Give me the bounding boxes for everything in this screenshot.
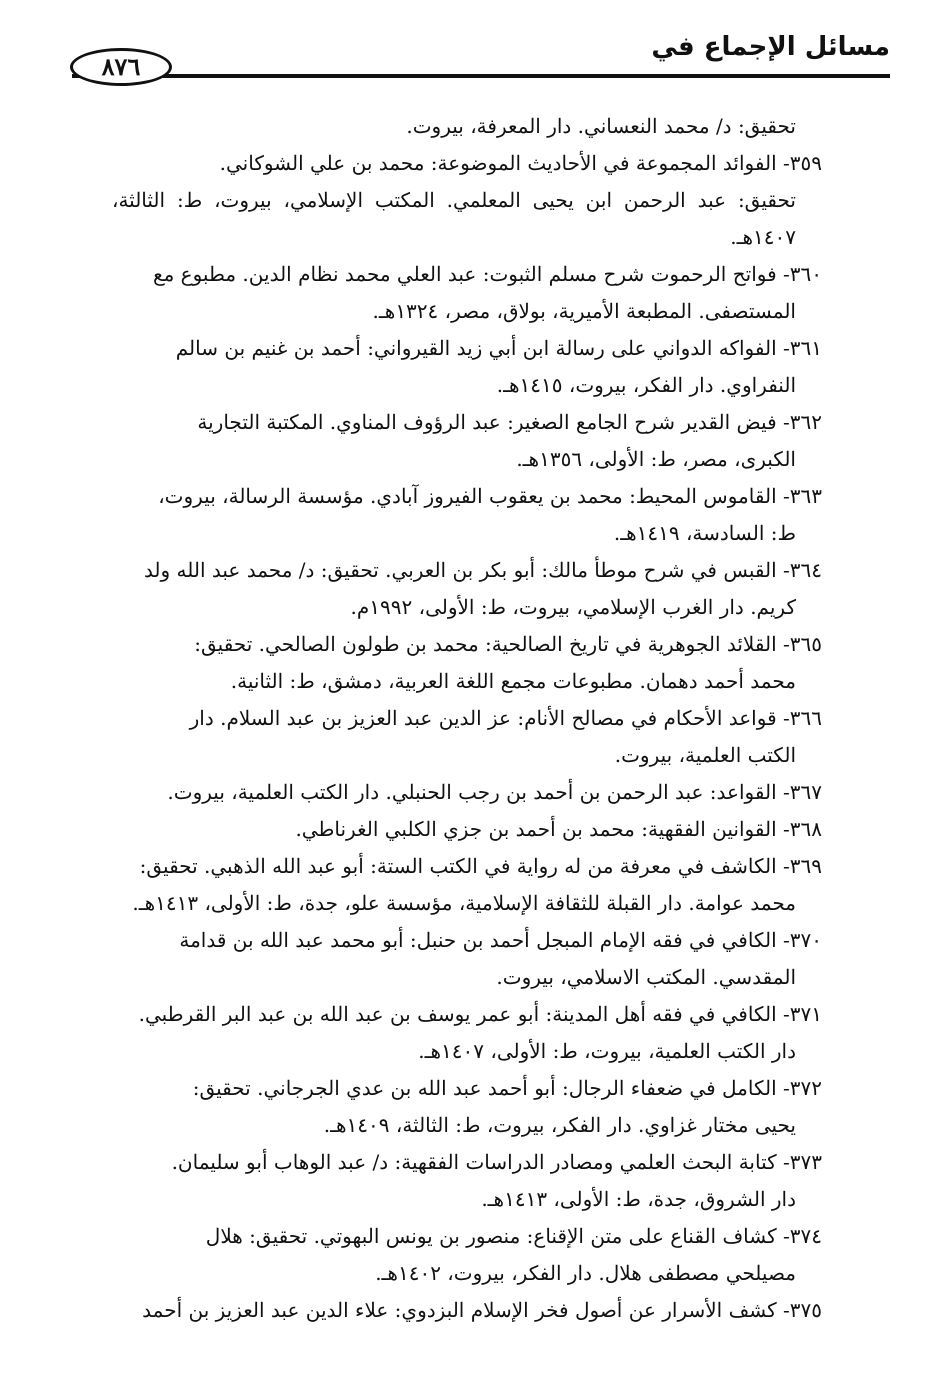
entry-continuation: النفراوي. دار الفكر، بيروت، ١٤١٥هـ. xyxy=(496,373,796,397)
header-rule xyxy=(72,74,890,78)
bibliography-entry xyxy=(112,811,822,848)
entry-number: ٣٧٥- xyxy=(776,1298,822,1322)
bibliography-list xyxy=(112,108,822,1329)
entry-text: كشف الأسرار عن أصول فخر الإسلام البزدوي: علاء الدين عبد العزيز بن أحمد xyxy=(142,1298,777,1322)
entry-number: ٣٦٣- xyxy=(776,484,822,508)
entry-continuation: محمد أحمد دهمان. مطبوعات مجمع اللغة العربية، دمشق، ط: الثانية. xyxy=(230,669,796,693)
entry-continuation: المقدسي. المكتب الاسلامي، بيروت. xyxy=(496,965,796,989)
page-number: ٨٧٦ xyxy=(70,48,172,86)
entry-text: كتابة البحث العلمي ومصادر الدراسات الفقهية: د/ عبد الوهاب أبو سليمان. xyxy=(171,1150,777,1174)
entry-text: القلائد الجوهرية في تاريخ الصالحية: محمد بن طولون الصالحي. تحقيق: xyxy=(194,632,777,656)
bibliography-entry xyxy=(112,700,822,774)
entry-text: الفوائد المجموعة في الأحاديث الموضوعة: محمد بن علي الشوكاني. xyxy=(219,151,777,175)
entry-number: ٣٦٨- xyxy=(776,817,822,841)
bibliography-entry xyxy=(112,774,822,811)
entry-continuation: المستصفى. المطبعة الأميرية، بولاق، مصر، ١٣٢٤هـ. xyxy=(372,299,796,323)
bibliography-entry xyxy=(112,922,822,996)
running-header xyxy=(60,22,890,82)
entry-continuation: الكتب العلمية، بيروت. xyxy=(614,743,796,767)
entry-number: ٣٧٣- xyxy=(776,1150,822,1174)
bibliography-entry xyxy=(112,848,822,922)
bibliography-entry xyxy=(112,1070,822,1144)
bibliography-entry xyxy=(112,1144,822,1218)
entry-continuation: الكبرى، مصر، ط: الأولى، ١٣٥٦هـ. xyxy=(516,447,796,471)
bibliography-entry xyxy=(112,996,822,1070)
entry-continuation: كريم. دار الغرب الإسلامي، بيروت، ط: الأولى، ١٩٩٢م. xyxy=(350,595,796,619)
bibliography-entry xyxy=(112,552,822,626)
entry-text: القبس في شرح موطأ مالك: أبو بكر بن العربي. تحقيق: د/ محمد عبد الله ولد xyxy=(143,558,777,582)
entry-text: فيض القدير شرح الجامع الصغير: عبد الرؤوف المناوي. المكتبة التجارية xyxy=(197,410,777,434)
entry-number: ٣٥٩- xyxy=(776,151,822,175)
bibliography-entry xyxy=(112,478,822,552)
running-title: مسائل الإجماع في xyxy=(651,32,890,62)
entry-continuation: مصيلحي مصطفى هلال. دار الفكر، بيروت، ١٤٠٢هـ. xyxy=(375,1261,796,1285)
bibliography-entry xyxy=(112,626,822,700)
bibliography-entry xyxy=(112,1292,822,1329)
entry-number: ٣٧٤- xyxy=(776,1224,822,1248)
entry-number: ٣٦٠- xyxy=(776,262,822,286)
entry-number: ٣٧٢- xyxy=(776,1076,822,1100)
entry-number: ٣٦٥- xyxy=(776,632,822,656)
entry-text: الفواكه الدواني على رسالة ابن أبي زيد القيرواني: أحمد بن غنيم بن سالم xyxy=(175,336,777,360)
entry-text: الكافي في فقه أهل المدينة: أبو عمر يوسف بن عبد الله بن عبد البر القرطبي. xyxy=(138,1002,777,1026)
entry-text: القاموس المحيط: محمد بن يعقوب الفيروز آبادي. مؤسسة الرسالة، بيروت، xyxy=(158,484,777,508)
entry-continuation: تحقيق: عبد الرحمن ابن يحيى المعلمي. المكتب الإسلامي، بيروت، ط: الثالثة، ١٤٠٧هـ. xyxy=(112,188,796,249)
entry-continuation: ط: السادسة، ١٤١٩هـ. xyxy=(613,521,796,545)
entry-continuation: يحيى مختار غزاوي. دار الفكر، بيروت، ط: الثالثة، ١٤٠٩هـ. xyxy=(323,1113,796,1137)
bibliography-entry xyxy=(112,256,822,330)
entry-text: كشاف القناع على متن الإقناع: منصور بن يونس البهوتي. تحقيق: هلال xyxy=(205,1224,777,1248)
continued-entry-text: تحقيق: د/ محمد النعساني. دار المعرفة، بيروت. xyxy=(406,114,796,138)
entry-text: الكامل في ضعفاء الرجال: أبو أحمد عبد الله بن عدي الجرجاني. تحقيق: xyxy=(192,1076,777,1100)
entry-text: قواعد الأحكام في مصالح الأنام: عز الدين عبد العزيز بن عبد السلام. دار xyxy=(189,706,777,730)
entry-number: ٣٦٩- xyxy=(776,854,822,878)
bibliography-entry xyxy=(112,145,822,256)
entry-number: ٣٦٧- xyxy=(776,780,822,804)
entry-continuation: دار الكتب العلمية، بيروت، ط: الأولى، ١٤٠٧هـ. xyxy=(418,1039,796,1063)
bibliography-entry xyxy=(112,330,822,404)
entry-text: فواتح الرحموت شرح مسلم الثبوت: عبد العلي محمد نظام الدين. مطبوع مع xyxy=(152,262,777,286)
entry-number: ٣٦١- xyxy=(776,336,822,360)
entry-number: ٣٦٦- xyxy=(776,706,822,730)
entry-number: ٣٧٠- xyxy=(776,928,822,952)
entry-number: ٣٧١- xyxy=(776,1002,822,1026)
entry-text: القواعد: عبد الرحمن بن أحمد بن رجب الحنبلي. دار الكتب العلمية، بيروت. xyxy=(167,780,777,804)
bibliography-entry xyxy=(112,404,822,478)
entry-text: القوانين الفقهية: محمد بن أحمد بن جزي الكلبي الغرناطي. xyxy=(295,817,777,841)
entry-continuation: دار الشروق، جدة، ط: الأولى، ١٤١٣هـ. xyxy=(481,1187,796,1211)
entry-number: ٣٦٢- xyxy=(776,410,822,434)
entry-number: ٣٦٤- xyxy=(776,558,822,582)
entry-text: الكاشف في معرفة من له رواية في الكتب الستة: أبو عبد الله الذهبي. تحقيق: xyxy=(139,854,777,878)
entry-continuation: محمد عوامة. دار القبلة للثقافة الإسلامية، مؤسسة علو، جدة، ط: الأولى، ١٤١٣هـ. xyxy=(132,891,796,915)
bibliography-entry xyxy=(112,1218,822,1292)
entry-text: الكافي في فقه الإمام المبجل أحمد بن حنبل: أبو محمد عبد الله بن قدامة xyxy=(179,928,777,952)
